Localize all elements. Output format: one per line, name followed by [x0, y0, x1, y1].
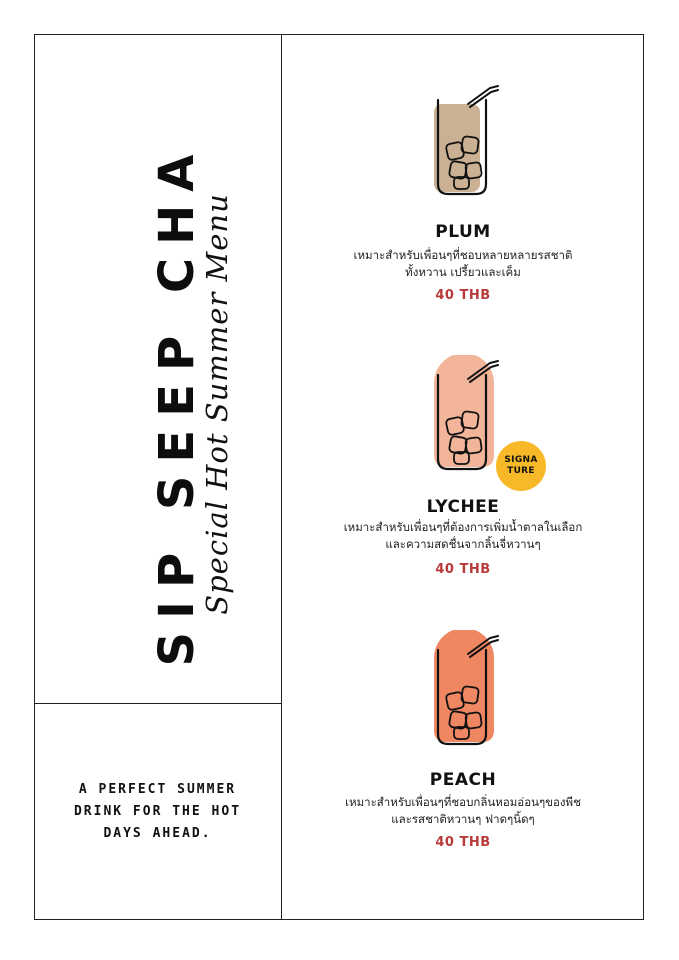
item-price: 40 THB	[435, 562, 491, 577]
description-line: ทั้งหวาน เปรี้ยวและเค็ม	[405, 265, 521, 279]
menu-item-plum	[282, 80, 644, 310]
item-price: 40 THB	[435, 288, 491, 303]
brand-panel	[34, 34, 281, 703]
signature-badge	[496, 441, 546, 491]
item-name: LYCHEE	[426, 497, 500, 517]
menu-item-lychee	[282, 355, 644, 585]
tagline: A PERFECT SUMMER DRINK FOR THE HOT DAYS AHEAD.	[73, 782, 242, 841]
description-line: เหมาะสำหรับเพื่อนๆที่ชอบกลิ่นหอมอ่อนๆของพีช	[345, 795, 581, 809]
brand-subtitle: Special Hot Summer Menu	[200, 193, 234, 615]
brand-title: SIP SEEP CHA	[149, 141, 205, 667]
badge-line: SIGNA	[504, 455, 538, 465]
badge-line: TURE	[507, 466, 535, 476]
item-name: PLUM	[435, 222, 491, 242]
item-price: 40 THB	[435, 835, 491, 850]
description-line: และรสชาติหวานๆ ฟาดๆนิ้ดๆ	[391, 812, 535, 826]
plum-drink-icon	[428, 80, 518, 200]
item-description	[282, 794, 644, 828]
peach-drink-icon	[428, 630, 518, 750]
menu-item-peach	[282, 630, 644, 860]
tagline-panel	[34, 704, 281, 920]
item-description	[282, 247, 644, 281]
description-line: เหมาะสำหรับเพื่อนๆที่ชอบหลายหลายรสชาติ	[353, 248, 573, 262]
item-description	[282, 519, 644, 553]
description-line: และความสดชื่นจากลิ้นจี่หวานๆ	[385, 537, 541, 551]
item-name: PEACH	[429, 770, 497, 790]
description-line: เหมาะสำหรับเพื่อนๆที่ต้องการเพิ่มน้ำตาลในเลือก	[343, 520, 583, 534]
